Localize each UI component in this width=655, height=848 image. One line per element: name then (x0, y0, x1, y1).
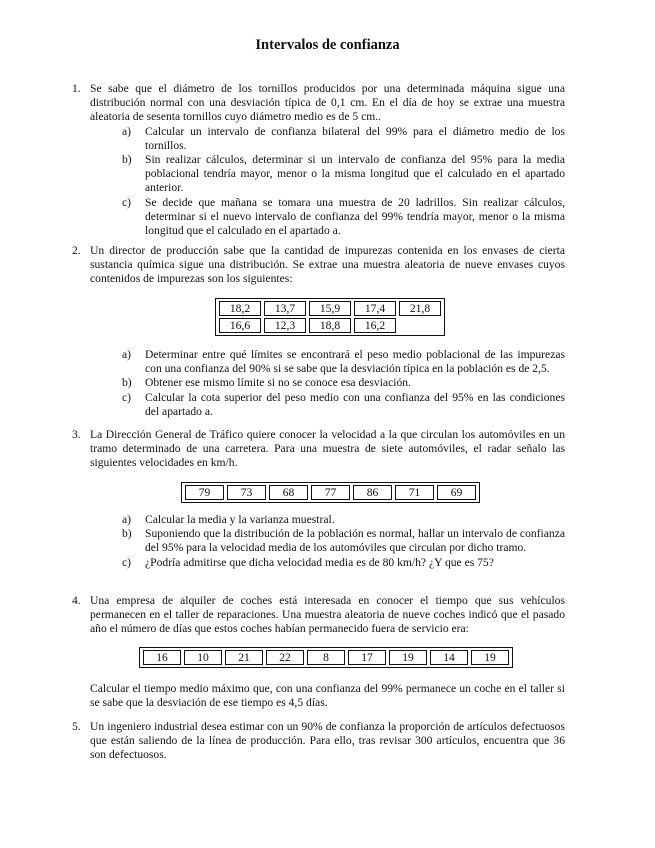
sub-item-label: c) (122, 195, 132, 209)
problem-5 (72, 720, 565, 763)
table-row (185, 485, 476, 500)
table-row (219, 318, 441, 333)
sub-item-text: Calcular la media y la varianza muestral. (145, 513, 335, 526)
sub-item (122, 153, 565, 196)
table-cell: 18,2 (219, 301, 261, 316)
impurities-table (215, 298, 445, 336)
problem-number: 5. (72, 720, 81, 733)
problem-3 (72, 428, 565, 471)
sub-items (122, 513, 565, 570)
table-cell: 16 (143, 650, 181, 665)
sub-items (122, 348, 565, 419)
problem-number: 1. (72, 82, 81, 95)
sub-item-text: Calcular la cota superior del peso medio con una confianza del 95% en las condiciones del apartado a. (145, 390, 565, 418)
sub-item-text: Sin realizar cálculos, determinar si un intervalo de confianza del 95% para la media poblacional tendría mayor, menor o la misma longitud que el calculado en el apartado anterior. (145, 153, 565, 195)
problem-number: 3. (72, 428, 81, 441)
problem-number: 4. (72, 594, 81, 607)
table-cell: 71 (395, 485, 434, 500)
table-cell: 8 (307, 650, 345, 665)
table-cell: 21,8 (399, 301, 441, 316)
table-cell: 13,7 (264, 301, 306, 316)
table-cell: 10 (184, 650, 222, 665)
sub-item (122, 348, 565, 376)
table-cell: 19 (389, 650, 427, 665)
table-row (219, 301, 441, 316)
sub-item-text: Obtener ese mismo límite si no se conoce esa desviación. (145, 376, 411, 390)
problem-1 (72, 82, 565, 238)
problem-stem: Se sabe que el diámetro de los tornillos producidos por una determinada máquina sigue una distribución normal con una desviación típica de 0,1 cm. En el día de hoy se extrae una muestra aleatoria de sesenta tornillos cuyo diámetro medio es de 5 cm.. (90, 82, 565, 124)
problem-4-after (72, 682, 565, 710)
table-cell-empty (399, 318, 441, 333)
table-cell: 68 (269, 485, 308, 500)
problem-3-items (72, 513, 565, 570)
sub-item (122, 513, 565, 527)
sub-item-text: Suponiendo que la distribución de la población es normal, hallar un intervalo de confianza del 95% para la velocidad media de los automóviles que circulan por dicho tramo. (145, 527, 565, 555)
sub-item-text: Se decide que mañana se tomara una muestra de 20 ladrillos. Sin realizar cálculos, determinar si el nuevo intervalo de confianza del 99% tendría mayor, menor o la misma longitud que el calculado en el apartado a. (145, 195, 565, 238)
table-cell: 16,6 (219, 318, 261, 333)
sub-item-label: c) (122, 555, 132, 569)
problem-stem: La Dirección General de Tráfico quiere conocer la velocidad a la que circulan los automóviles en un tramo determinado de una carretera. Para una muestra de siete automóviles, el radar señalo las siguientes velocidades en km/h. (90, 428, 565, 470)
problem-4 (72, 594, 565, 637)
page-title: Intervalos de confianza (255, 37, 400, 53)
problem-stem: Un ingeniero industrial desea estimar con un 90% de confianza la proporción de artículos defectuosos que están saliendo de la línea de producción. Para ello, tras revisar 300 artículos, encuentra que 36 son defectuosos. (90, 720, 565, 762)
sub-item-text: ¿Podría admitirse que dicha velocidad media es de 80 km/h? ¿Y que es 75? (145, 555, 494, 569)
speeds-table (181, 482, 480, 503)
sub-item-text: Determinar entre qué límites se encontrará el peso medio poblacional de las impurezas con una confianza del 90% si se sabe que la desviación típica en la población es de 2,5. (145, 348, 565, 376)
sub-item-label: c) (122, 390, 132, 404)
table-cell: 22 (266, 650, 304, 665)
table-cell: 17 (348, 650, 386, 665)
sub-items (122, 125, 565, 239)
sub-item-label: a) (122, 348, 132, 361)
sub-item (122, 125, 565, 153)
table-cell: 21 (225, 650, 263, 665)
sub-item-label: a) (122, 124, 132, 138)
table-cell: 12,3 (264, 318, 306, 333)
table-cell: 15,9 (309, 301, 351, 316)
problem-2 (72, 244, 565, 287)
sub-item (122, 376, 565, 390)
problem-followup: Calcular el tiempo medio máximo que, con una confianza del 99% permanece un coche en el taller si se sabe que la desviación de ese tiempo es 4,5 días. (90, 682, 565, 710)
table-cell: 19 (471, 650, 509, 665)
table-cell: 79 (185, 485, 224, 500)
sub-item-label: b) (122, 527, 132, 541)
table-cell: 77 (311, 485, 350, 500)
table-cell: 16,2 (354, 318, 396, 333)
table-cell: 14 (430, 650, 468, 665)
table-cell: 73 (227, 485, 266, 500)
problem-stem: Un director de producción sabe que la cantidad de impurezas contenida en los envases de cierta sustancia química sigue una distribución. Se extrae una muestra aleatoria de nueve envases cuyos contenidos de impurezas son los siguientes: (90, 244, 565, 286)
sub-item (122, 391, 565, 419)
table-row (143, 650, 509, 665)
problem-stem: Una empresa de alquiler de coches está interesada en conocer el tiempo que sus vehículos permanecen en el taller de reparaciones. Una muestra aleatoria de nueve coches indicó que el pasado año el número de días que estos coches habían permanecido fuera de servicio era: (90, 594, 565, 636)
problem-2-items (72, 348, 565, 419)
table-cell: 86 (353, 485, 392, 500)
sub-item-label: b) (122, 153, 132, 167)
table-cell: 69 (437, 485, 476, 500)
sub-item-label: b) (122, 376, 132, 390)
sub-item-text: Calcular un intervalo de confianza bilateral del 99% para el diámetro medio de los tornillos. (145, 124, 565, 152)
sub-item-label: a) (122, 513, 132, 526)
problem-number: 2. (72, 244, 81, 257)
sub-item (122, 527, 565, 555)
days-table (139, 647, 513, 668)
sub-item (122, 196, 565, 239)
table-cell: 18,8 (309, 318, 351, 333)
sub-item (122, 556, 565, 570)
table-cell: 17,4 (354, 301, 396, 316)
